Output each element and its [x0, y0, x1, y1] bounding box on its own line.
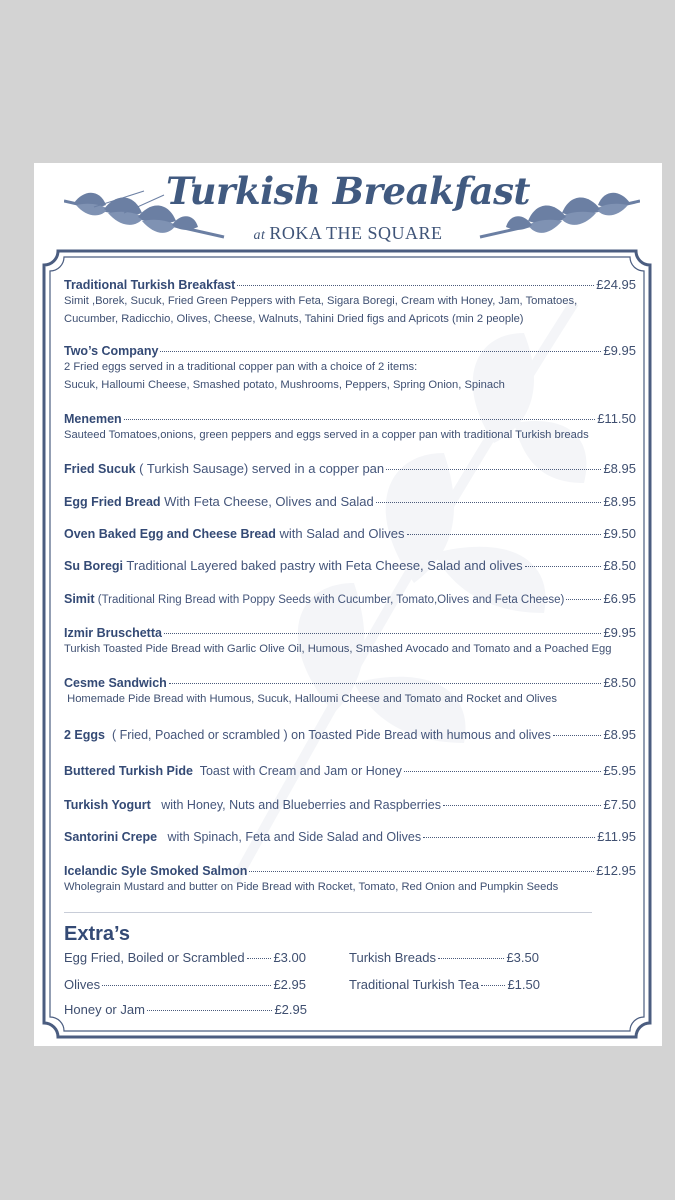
menu-item	[64, 461, 636, 476]
menu-item-line	[64, 277, 636, 292]
item-price: £9.95	[603, 343, 636, 358]
extras-divider	[64, 912, 592, 913]
extra-item	[64, 977, 306, 992]
item-price: £8.95	[603, 461, 636, 476]
item-note: with Honey, Nuts and Blueberries and Raspberries	[150, 798, 442, 812]
item-price: £7.50	[603, 797, 636, 812]
item-name: Icelandic Syle Smoked Salmon	[64, 864, 248, 878]
dot-leader	[376, 492, 602, 503]
menu-item	[64, 558, 636, 573]
item-name: Oven Baked Egg and Cheese Bread	[64, 527, 276, 541]
extra-name: Egg Fried, Boiled or Scrambled	[64, 950, 245, 965]
menu-item-line	[64, 625, 636, 640]
menu-header	[34, 163, 662, 249]
item-name: Fried Sucuk	[64, 462, 136, 476]
item-price: £12.95	[596, 863, 636, 878]
extras-title: Extra’s	[64, 923, 130, 945]
item-note: ( Fried, Poached or scrambled ) on Toasted Pide Bread with humous and olives	[105, 728, 551, 742]
item-price: £6.95	[603, 591, 636, 606]
dot-leader	[249, 861, 594, 872]
item-description: Homemade Pide Bread with Humous, Sucuk, Halloumi Cheese and Tomato and Rocket and Olives	[64, 693, 557, 705]
dot-leader	[443, 795, 601, 806]
item-note: Toast with Cream and Jam or Honey	[192, 764, 402, 778]
dot-leader	[124, 409, 596, 420]
menu-item-line	[64, 591, 636, 606]
dot-leader	[525, 556, 602, 567]
menu-item	[64, 526, 636, 541]
item-note: Traditional Layered baked pastry with Feta Cheese, Salad and olives	[123, 558, 523, 573]
extra-name: Traditional Turkish Tea	[349, 977, 480, 992]
dot-leader	[169, 673, 602, 684]
item-note: with Spinach, Feta and Side Salad and Olives	[157, 830, 422, 844]
item-name: Two’s Company	[64, 344, 159, 358]
dot-leader	[237, 275, 594, 286]
menu-card	[34, 163, 662, 1046]
item-price: £8.50	[603, 675, 636, 690]
dot-leader	[407, 524, 602, 535]
extra-item	[349, 950, 539, 965]
item-price: £5.95	[603, 763, 636, 778]
item-price: £24.95	[596, 277, 636, 292]
menu-item-line	[64, 526, 636, 541]
menu-item-line	[64, 763, 636, 778]
item-price: £8.50	[603, 558, 636, 573]
item-price: £8.95	[603, 727, 636, 742]
menu-item	[64, 763, 636, 778]
extra-price: £1.50	[507, 977, 540, 992]
menu-item-line	[64, 558, 636, 573]
item-note: with Salad and Olives	[275, 526, 405, 541]
item-note: ( Turkish Sausage) served in a copper pan	[135, 461, 385, 476]
menu-item-line	[64, 829, 636, 844]
item-description: 2 Fried eggs served in a traditional copper pan with a choice of 2 items:	[64, 361, 418, 373]
menu-item	[64, 494, 636, 509]
extra-price: £3.00	[273, 950, 306, 965]
menu-item-line	[64, 675, 636, 690]
menu-item	[64, 675, 636, 708]
dot-leader	[566, 589, 601, 600]
menu-item	[64, 625, 636, 658]
item-name: 2 Eggs	[64, 728, 105, 742]
menu-item-line	[64, 461, 636, 476]
item-name: Santorini Crepe	[64, 830, 158, 844]
menu-item	[64, 727, 636, 742]
item-name: Su Boregi	[64, 559, 124, 573]
dot-leader	[404, 761, 602, 772]
menu-item-line	[64, 411, 636, 426]
item-description: Sauteed Tomatoes,onions, green peppers and eggs served in a copper pan with traditional Turkish breads	[64, 429, 589, 441]
item-description: Sucuk, Halloumi Cheese, Smashed potato, Mushrooms, Peppers, Spring Onion, Spinach	[64, 379, 505, 391]
extra-item	[64, 950, 306, 965]
item-name: Turkish Yogurt	[64, 798, 151, 812]
extra-name: Turkish Breads	[349, 950, 436, 965]
item-note: (Traditional Ring Bread with Poppy Seeds with Cucumber, Tomato,Olives and Feta Cheese)	[94, 594, 565, 606]
extra-price: £2.95	[273, 977, 306, 992]
dot-leader	[164, 623, 602, 634]
menu-item-line	[64, 863, 636, 878]
item-price: £9.50	[603, 526, 636, 541]
menu-item	[64, 797, 636, 812]
menu-item	[64, 343, 636, 394]
item-description: Simit ,Borek, Sucuk, Fried Green Peppers with Feta, Sigara Boregi, Cream with Honey, Jam, Tomatoes,	[64, 295, 578, 307]
subtitle-at: at	[253, 228, 266, 243]
extra-price: £2.95	[274, 1002, 307, 1017]
dot-leader	[553, 725, 602, 736]
item-name: Simit	[64, 592, 95, 606]
item-name: Menemen	[64, 412, 122, 426]
menu-subtitle	[34, 223, 662, 244]
item-name: Traditional Turkish Breakfast	[64, 278, 236, 292]
item-name: Egg Fried Bread	[64, 495, 161, 509]
extra-name: Olives	[64, 977, 101, 992]
dot-leader	[160, 341, 601, 352]
menu-item-line	[64, 797, 636, 812]
item-description: Turkish Toasted Pide Bread with Garlic Olive Oil, Humous, Smashed Avocado and Tomato and a Poached Egg	[64, 643, 612, 655]
item-price: £9.95	[603, 625, 636, 640]
item-description: Wholegrain Mustard and butter on Pide Bread with Rocket, Tomato, Red Onion and Pumpkin Seeds	[64, 881, 559, 893]
item-description: Cucumber, Radicchio, Olives, Cheese, Walnuts, Tahini Dried figs and Apricots (min 2 people)	[64, 313, 524, 325]
menu-item	[64, 591, 636, 606]
menu-item	[64, 277, 636, 328]
item-note: With Feta Cheese, Olives and Salad	[160, 494, 374, 509]
item-name: Cesme Sandwich	[64, 676, 167, 690]
extra-item	[64, 1002, 307, 1017]
extra-price: £3.50	[506, 950, 539, 965]
menu-title: Turkish Breakfast	[165, 169, 531, 213]
item-price: £8.95	[603, 494, 636, 509]
menu-item	[64, 863, 636, 896]
menu-item-line	[64, 343, 636, 358]
extra-name: Honey or Jam	[64, 1002, 145, 1017]
item-price: £11.50	[597, 411, 636, 426]
item-name: Buttered Turkish Pide	[64, 764, 193, 778]
menu-item-line	[64, 494, 636, 509]
item-price: £11.95	[597, 829, 636, 844]
dot-leader	[386, 459, 601, 470]
menu-item	[64, 411, 636, 444]
dot-leader	[423, 827, 595, 838]
subtitle-place: ROKA THE SQUARE	[269, 223, 443, 243]
item-name: Izmir Bruschetta	[64, 626, 162, 640]
extra-item	[349, 977, 540, 992]
menu-item	[64, 829, 636, 844]
menu-item-line	[64, 727, 636, 742]
